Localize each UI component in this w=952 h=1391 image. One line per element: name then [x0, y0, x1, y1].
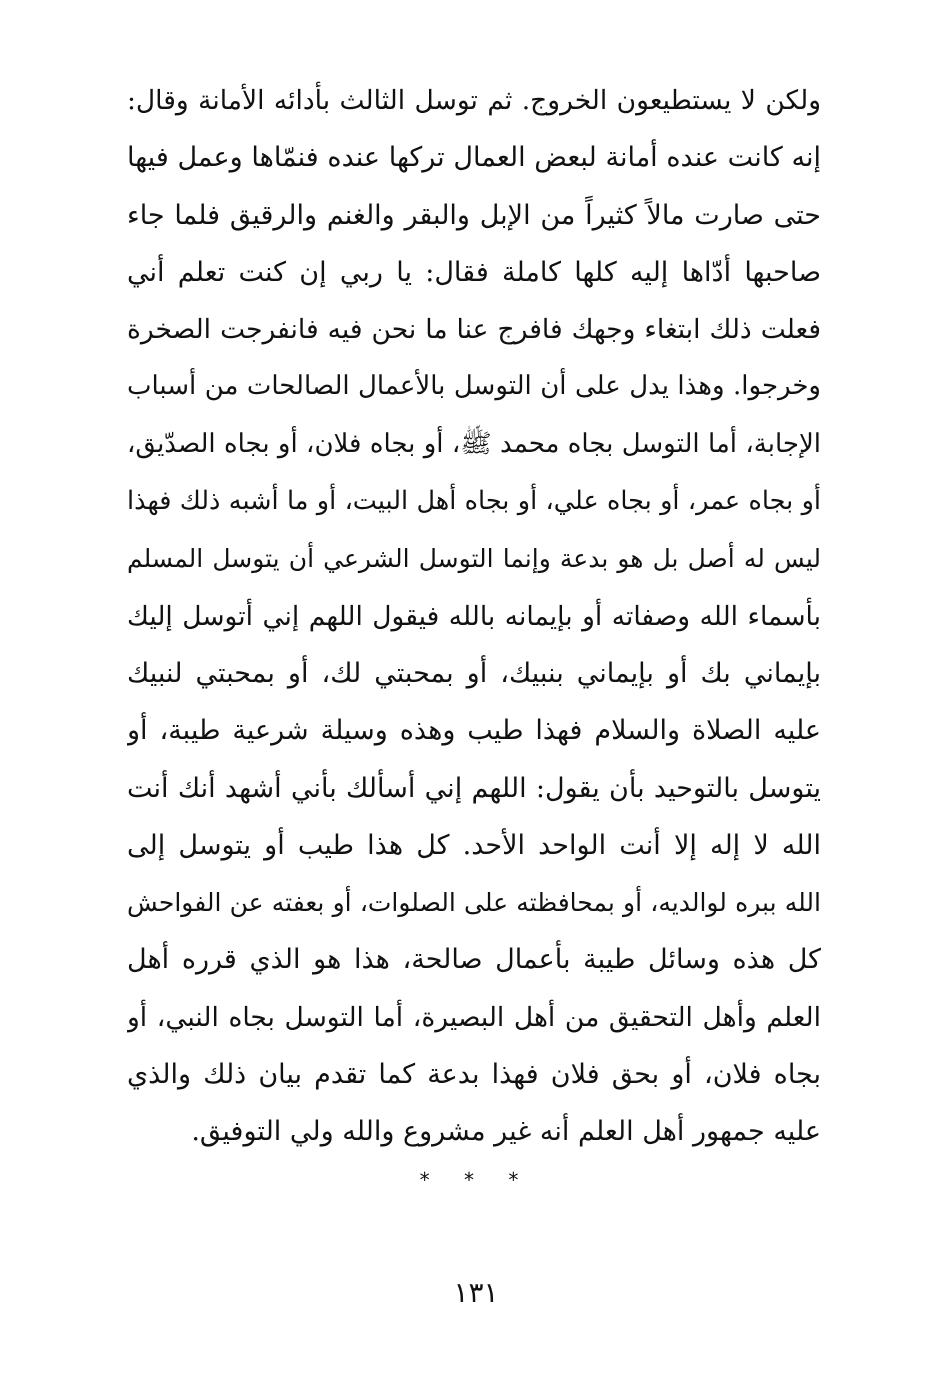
- text-line: صاحبها أدّاها إليه كلها كاملة فقال: يا ربي إن كنت تعلم أني: [127, 256, 821, 288]
- text-line: العلم وأهل التحقيق من أهل البصيرة، أما التوسل بجاه النبي، أو: [127, 1001, 821, 1033]
- text-line: الله لا إله إلا أنت الواحد الأحد. كل هذا طيب أو يتوسل إلى: [127, 829, 821, 861]
- text-line: كل هذه وسائل طيبة بأعمال صالحة، هذا هو الذي قرره أهل: [127, 944, 821, 976]
- text-line: ولكن لا يستطيعون الخروج. ثم توسل الثالث بأدائه الأمانة وقال:: [127, 85, 821, 116]
- text-line-last: عليه جمهور أهل العلم أنه غير مشروع والله ولي التوفيق.: [191, 1116, 821, 1148]
- text-line: وخرجوا. وهذا يدل على أن التوسل بالأعمال الصالحات من أسباب: [127, 371, 821, 402]
- text-line: عليه الصلاة والسلام فهذا طيب وهذه وسيلة شرعية طيبة، أو: [127, 715, 821, 747]
- text-line: بجاه فلان، أو بحق فلان فهذا بدعة كما تقدم بيان ذلك والذي: [127, 1059, 821, 1091]
- text-line: الإجابة، أما التوسل بجاه محمد ﷺ، أو بجاه فلان، أو بجاه الصدّيق،: [127, 428, 821, 459]
- text-line: فعلت ذلك ابتغاء وجهك فافرج عنا ما نحن فيه فانفرجت الصخرة: [127, 314, 821, 346]
- text-line: إنه كانت عنده أمانة لبعض العمال تركها عنده فنمّاها وعمل فيها: [127, 142, 821, 174]
- text-line: الله ببره لوالديه، أو بمحافظته على الصلوات، أو بعفته عن الفواحش: [127, 888, 821, 918]
- text-line: بإيماني بك أو بإيماني بنبيك، أو بمحبتي لك، أو بمحبتي لنبيك: [127, 657, 821, 689]
- body-paragraph: [127, 72, 821, 1161]
- page-number: ١٣١: [453, 1276, 499, 1309]
- section-separator: * * *: [419, 1168, 533, 1192]
- text-line: ليس له أصل بل هو بدعة وإنما التوسل الشرعي أن يتوسل المسلم: [127, 544, 821, 574]
- text-line: يتوسل بالتوحيد بأن يقول: اللهم إني أسألك بأني أشهد أنك أنت: [127, 772, 821, 804]
- text-line: حتى صارت مالاً كثيراً من الإبل والبقر والغنم والرقيق فلما جاء: [127, 199, 821, 231]
- text-line: أو بجاه عمر، أو بجاه علي، أو بجاه أهل البيت، أو ما أشبه ذلك فهذا: [127, 486, 821, 517]
- text-line: بأسماء الله وصفاته أو بإيمانه بالله فيقول اللهم إني أتوسل إليك: [127, 600, 821, 632]
